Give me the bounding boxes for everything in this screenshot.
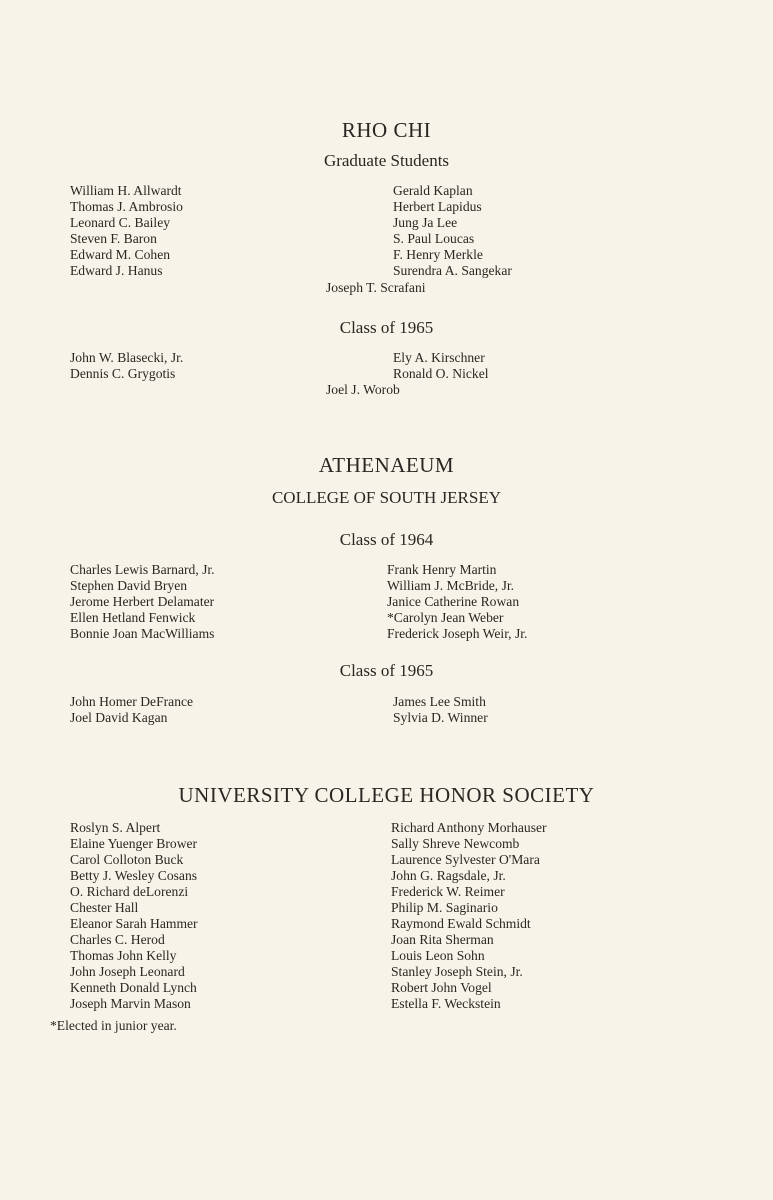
rho-chi-graduate-last-name: Joseph T. Scrafani [326,280,426,295]
member-name: S. Paul Loucas [393,231,475,246]
member-name: Sylvia D. Winner [393,710,488,725]
member-name: Edward M. Cohen [70,247,171,262]
rho-chi-class-1965-left-list [70,350,183,382]
athenaeum-class-1964-right-list [387,562,527,642]
footnote: *Elected in junior year. [50,1018,177,1033]
member-name: Elaine Yuenger Brower [70,836,198,851]
member-name: Roslyn S. Alpert [70,820,161,835]
member-name: Estella F. Weckstein [391,996,501,1011]
member-name: Gerald Kaplan [393,183,473,198]
member-name: Ellen Hetland Fenwick [70,610,196,625]
member-name: Philip M. Saginario [391,900,498,915]
member-name: Betty J. Wesley Cosans [70,868,198,883]
rho-chi-graduate-right-list [393,183,512,279]
member-name: Joel David Kagan [70,710,168,725]
member-name: Richard Anthony Morhauser [391,820,547,835]
member-name: Stephen David Bryen [70,578,188,593]
athenaeum-class-1965-label: Class of 1965 [339,661,434,680]
member-name: Jung Ja Lee [393,215,458,230]
rho-chi-graduate-left-list [70,183,183,279]
member-name: Thomas J. Ambrosio [70,199,183,214]
member-name: Ely A. Kirschner [393,350,485,365]
member-name: John Homer DeFrance [70,694,194,709]
honor-society-left-list [70,820,198,1012]
member-name: Janice Catherine Rowan [387,594,520,609]
member-name: Steven F. Baron [70,231,157,246]
member-name: Bonnie Joan MacWilliams [70,626,215,641]
member-name: Raymond Ewald Schmidt [391,916,531,931]
member-name: Ronald O. Nickel [393,366,489,381]
member-name: Chester Hall [70,900,139,915]
athenaeum-class-1965-right-list [393,694,488,726]
member-name: O. Richard deLorenzi [70,884,189,899]
member-name: Frank Henry Martin [387,562,497,577]
member-name: William J. McBride, Jr. [387,578,515,593]
athenaeum-class-1964-left-list [70,562,215,642]
member-name: John Joseph Leonard [70,964,185,979]
member-name: *Carolyn Jean Weber [387,610,504,625]
rho-chi-class-1965-last-name: Joel J. Worob [326,382,400,397]
member-name: Frederick W. Reimer [391,884,505,899]
member-name: James Lee Smith [393,694,486,709]
member-name: Joseph Marvin Mason [70,996,191,1011]
member-name: Stanley Joseph Stein, Jr. [391,964,523,979]
member-name: Laurence Sylvester O'Mara [391,852,540,867]
member-name: Sally Shreve Newcomb [391,836,520,851]
member-name: Robert John Vogel [391,980,492,995]
member-name: Eleanor Sarah Hammer [70,916,198,931]
member-name: Herbert Lapidus [393,199,482,214]
member-name: F. Henry Merkle [393,247,483,262]
member-name: John G. Ragsdale, Jr. [391,868,506,883]
rho-chi-heading: RHO CHI [341,118,432,142]
rho-chi-class-1965-right-list [393,350,489,382]
member-name: Joan Rita Sherman [391,932,494,947]
member-name: Louis Leon Sohn [391,948,485,963]
athenaeum-class-1965-left-list [70,694,193,726]
honor-society-right-list [391,820,547,1012]
member-name: John W. Blasecki, Jr. [70,350,184,365]
athenaeum-class-1964-label: Class of 1964 [339,530,434,549]
athenaeum-heading: ATHENAEUM [318,453,455,477]
athenaeum-subtitle: COLLEGE OF SOUTH JERSEY [271,488,502,507]
member-name: Leonard C. Bailey [70,215,171,230]
rho-chi-graduate-label: Graduate Students [323,151,450,170]
member-name: Kenneth Donald Lynch [70,980,197,995]
member-name: Frederick Joseph Weir, Jr. [387,626,528,641]
member-name: Charles C. Herod [70,932,165,947]
member-name: Dennis C. Grygotis [70,366,176,381]
member-name: Charles Lewis Barnard, Jr. [70,562,215,577]
member-name: Edward J. Hanus [70,263,163,278]
honor-society-heading: UNIVERSITY COLLEGE HONOR SOCIETY [178,783,595,807]
member-name: Carol Colloton Buck [70,852,184,867]
member-name: Surendra A. Sangekar [393,263,512,278]
rho-chi-class-1965-label: Class of 1965 [339,318,434,337]
member-name: Jerome Herbert Delamater [70,594,215,609]
member-name: Thomas John Kelly [70,948,177,963]
member-name: William H. Allwardt [70,183,182,198]
